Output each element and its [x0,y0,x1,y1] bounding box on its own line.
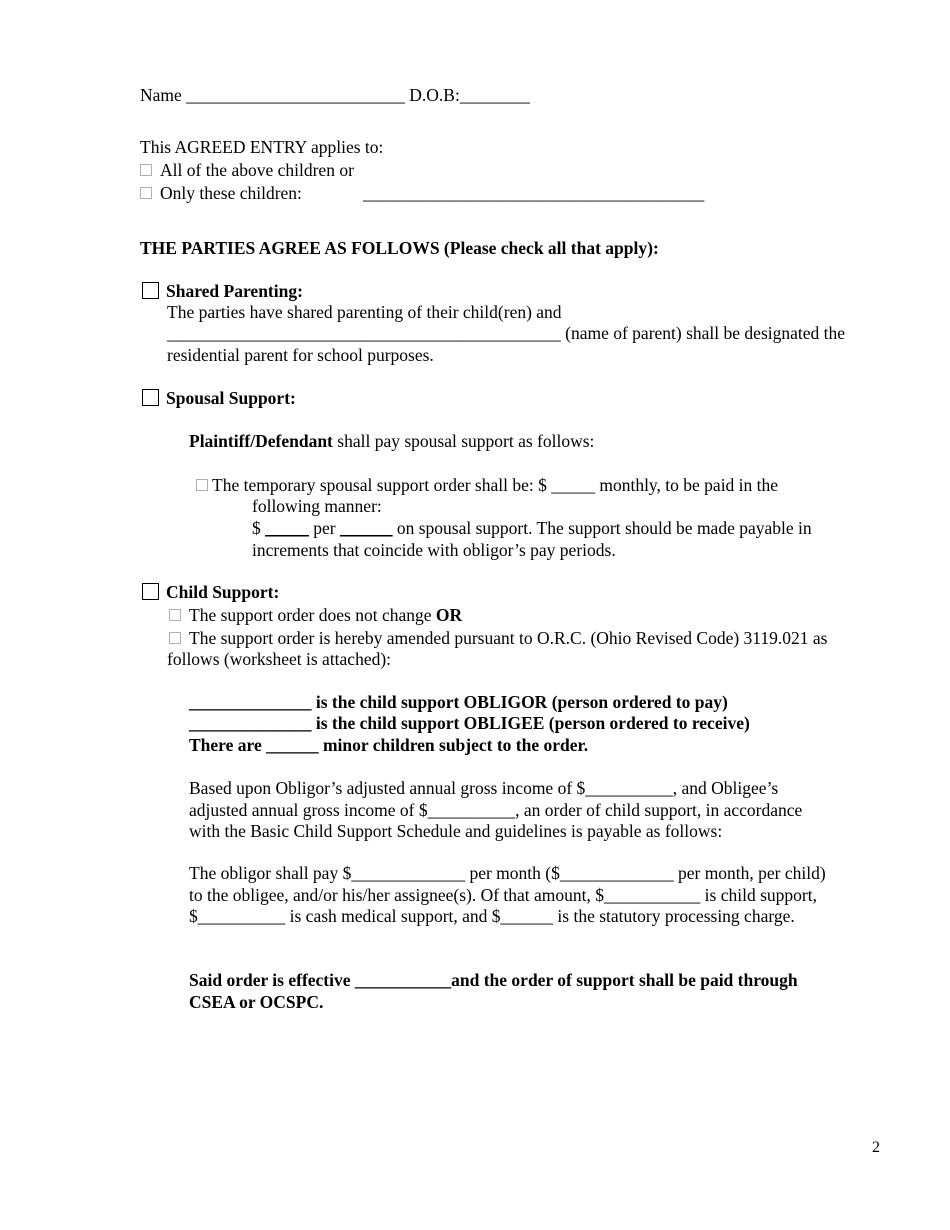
temp-support-line2: following manner: [252,496,382,516]
pay-per: per [308,518,340,538]
obligee-line [189,713,750,735]
spousal-pay-line2: increments that coincide with obligor’s pay periods. [252,540,616,560]
pay-rest: on spousal support. The support should be made payable in [392,518,812,538]
option-only-children [140,183,302,205]
name-dob-line: Name _________________________ D.O.B:________ [140,85,530,105]
agree-heading: THE PARTIES AGREE AS FOLLOWS (Please check all that apply): [140,238,659,258]
obligor-pay-line3: $__________ is cash medical support, and $______ is the statutory processing charge. [189,906,795,926]
only-children-blank[interactable]: _______________________________________ [363,183,705,203]
temp-support-line1: The temporary spousal support order shall be: $ _____ monthly, to be paid in the [212,475,779,495]
shared-line3: residential parent for school purposes. [167,345,434,365]
income-line1: Based upon Obligor’s adjusted annual gross income of $__________, and Obligee’s [189,778,779,798]
option-all-label: All of the above children or [160,160,354,180]
obligor-pay-line2: to the obligee, and/or his/her assignee(s). Of that amount, $___________ is child support, [189,885,817,905]
option-only-label: Only these children: [160,183,302,203]
income-line3: with the Basic Child Support Schedule and guidelines is payable as follows: [189,821,723,841]
spousal-pay-line [252,518,812,540]
obligor-blank[interactable]: ______________ [189,692,312,712]
effective-line2: CSEA or OCSPC. [189,992,324,1012]
obligor-pay-line1: The obligor shall pay $_____________ per month ($_____________ per month, per child) [189,863,826,883]
child-support-title: Child Support: [166,582,280,602]
obligee-text: is the child support OBLIGEE (person ordered to receive) [311,713,750,733]
effective-line1: Said order is effective ___________and the order of support shall be paid through [189,970,798,990]
page-number: 2 [872,1139,880,1156]
applies-heading: This AGREED ENTRY applies to: [140,137,384,157]
shared-parenting-title: Shared Parenting: [166,281,303,301]
checkbox-icon[interactable] [140,187,152,199]
pay-dollar: $ [252,518,266,538]
checkbox-icon[interactable] [140,164,152,176]
temp-support-option [196,475,778,497]
income-line2: adjusted annual gross income of $__________, an order of child support, in accordance [189,800,803,820]
option-all-children [140,160,354,182]
checkbox-icon[interactable] [169,632,181,644]
child-support-checkbox[interactable] [142,583,159,600]
checkbox-icon[interactable] [196,479,208,491]
pay-blank-amount[interactable]: _____ [265,518,309,538]
spousal-payer-line [189,431,594,453]
obligee-blank[interactable]: ______________ [189,713,312,733]
spousal-support-title: Spousal Support: [166,388,296,408]
payer-rest: shall pay spousal support as follows: [332,431,595,451]
opt1-or: OR [435,605,463,625]
opt2-line1: The support order is hereby amended pursuant to O.R.C. (Ohio Revised Code) 3119.021 as [189,628,828,648]
pay-blank-period[interactable]: ______ [339,518,393,538]
shared-parenting-checkbox[interactable] [142,282,159,299]
opt1-text: The support order does not change [189,605,436,625]
child-option-amended [169,628,827,650]
opt2-line2: follows (worksheet is attached): [167,649,392,669]
spousal-support-checkbox[interactable] [142,389,159,406]
obligor-line [189,692,728,714]
child-option-nochange [169,605,462,627]
shared-line2: _____________________________________________ (name of parent) shall be designated the [167,323,846,343]
minor-children-line: There are ______ minor children subject to the order. [189,735,589,755]
payer-bold: Plaintiff/Defendant [189,431,333,451]
shared-line1: The parties have shared parenting of their child(ren) and [167,302,562,322]
checkbox-icon[interactable] [169,609,181,621]
obligor-text: is the child support OBLIGOR (person ordered to pay) [311,692,728,712]
